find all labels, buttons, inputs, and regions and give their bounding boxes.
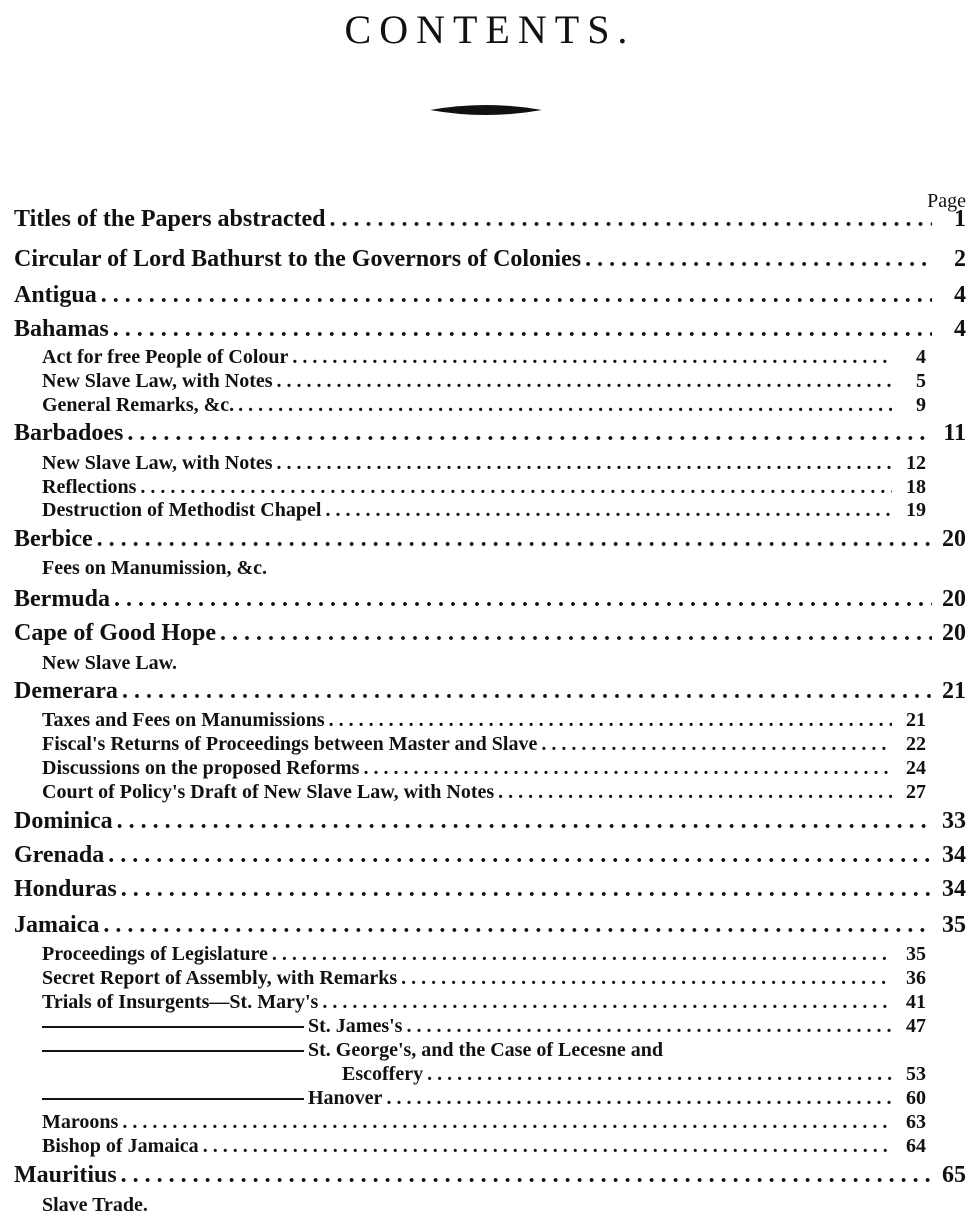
toc-entry: Mauritius . . . 65 bbox=[14, 1162, 966, 1189]
toc-subentry: Trials of Insurgents—St. Mary's . . . 41 bbox=[42, 992, 926, 1012]
ditto-rule bbox=[42, 1026, 304, 1028]
toc-entry: Cape of Good Hope . . . 20 bbox=[14, 620, 966, 647]
toc-entry: Bermuda . . . 20 bbox=[14, 586, 966, 613]
toc-subentry: Court of Policy's Draft of New Slave Law, with Notes . . . 27 bbox=[42, 782, 926, 802]
toc-entry: Barbadoes . . . 11 bbox=[14, 420, 966, 447]
toc-subentry: Act for free People of Colour . . . 4 bbox=[42, 347, 926, 367]
toc-subentry: Fiscal's Returns of Proceedings between Master and Slave . . . 22 bbox=[42, 734, 926, 754]
toc-note: Fees on Manumission, &c. bbox=[42, 557, 267, 579]
ditto-rule bbox=[42, 1050, 304, 1052]
toc-subentry: Taxes and Fees on Manumissions . . . 21 bbox=[42, 710, 926, 730]
toc-entry: Dominica . . . 33 bbox=[14, 808, 966, 835]
toc-subentry: Discussions on the proposed Reforms . . . 24 bbox=[42, 758, 926, 778]
ditto-rule bbox=[42, 1098, 304, 1100]
toc-subentry: Proceedings of Legislature . . . 35 bbox=[42, 944, 926, 964]
toc-subentry: St. George's, and the Case of Lecesne and bbox=[42, 1040, 926, 1060]
toc-subentry: Secret Report of Assembly, with Remarks . . . 36 bbox=[42, 968, 926, 988]
toc-entry: Grenada . . . 34 bbox=[14, 842, 966, 869]
toc-note: Slave Trade. bbox=[42, 1194, 148, 1216]
toc-entry: Jamaica . . . 35 bbox=[14, 912, 966, 939]
toc-entry: Berbice . . . 20 bbox=[14, 526, 966, 553]
toc-subentry: Bishop of Jamaica . . . 64 bbox=[42, 1136, 926, 1156]
toc-entry: Honduras . . . 34 bbox=[14, 876, 966, 903]
toc-entry: Titles of the Papers abstracted . . . 1 bbox=[14, 206, 966, 233]
toc-subentry: General Remarks, &c. . . . 9 bbox=[42, 395, 926, 415]
toc-entry: Demerara . . . 21 bbox=[14, 678, 966, 705]
toc-note: New Slave Law. bbox=[42, 652, 177, 674]
toc-subentry: Maroons . . . 63 bbox=[42, 1112, 926, 1132]
toc-subentry: Escoffery . . . 53 bbox=[342, 1064, 926, 1084]
toc-subentry: St. James's . . . 47 bbox=[42, 1016, 926, 1036]
toc-subentry: New Slave Law, with Notes . . . 12 bbox=[42, 453, 926, 473]
toc-subentry: Reflections . . . 18 bbox=[42, 477, 926, 497]
toc-subentry: New Slave Law, with Notes . . . 5 bbox=[42, 371, 926, 391]
page-title: CONTENTS. bbox=[344, 7, 636, 52]
toc-subentry: Destruction of Methodist Chapel . . . 19 bbox=[42, 500, 926, 520]
toc-entry: Circular of Lord Bathurst to the Governors of Colonies . . . 2 bbox=[14, 246, 966, 273]
page-column-header: Page bbox=[927, 190, 966, 212]
toc-subentry: Hanover . . . 60 bbox=[42, 1088, 926, 1108]
toc-entry: Bahamas . . . 4 bbox=[14, 316, 966, 343]
toc-entry: Antigua . . . 4 bbox=[14, 282, 966, 309]
ornament-rule-icon bbox=[430, 100, 542, 120]
